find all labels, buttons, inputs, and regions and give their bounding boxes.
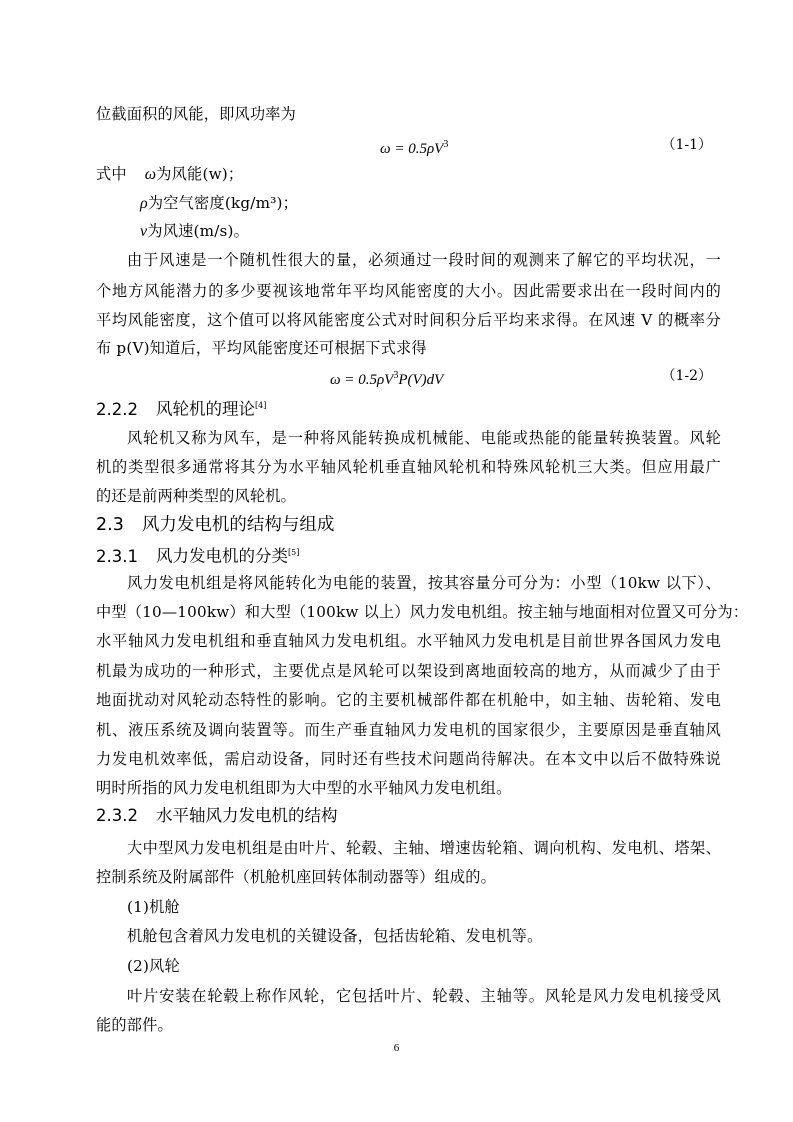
paragraph-line: 明时所指的风力发电机组即为大中型的水平轴风力发电机组。 — [96, 779, 512, 797]
section-title: 风力发电机的分类 — [155, 546, 288, 566]
paragraph-line: 力发电机效率低，需启动设备，同时还有些技术问题尚待解决。在本文中以后不做特殊说 — [96, 750, 721, 768]
paragraph-line: 风力发电机组是将风能转化为电能的装置，按其容量分可分为：小型（10kw 以下）、 — [127, 574, 721, 592]
equation-body: ω = 0.5ρV — [330, 372, 394, 388]
section-title: 水平轴风力发电机的结构 — [155, 806, 338, 825]
section-number: 2.3 — [96, 515, 124, 535]
equation-body: P(V)dV — [398, 372, 444, 388]
definition-prefix: 式中 — [96, 165, 127, 183]
paragraph-line: 机舱包含着风力发电机的关键设备，包括齿轮箱、发电机等。 — [127, 927, 543, 945]
text-line: 位截面积的风能，即风功率为 — [96, 105, 297, 123]
omega-symbol: ω — [144, 166, 157, 183]
paragraph-line: 控制系统及附属部件（机舱机座回转体制动器等）组成的。 — [96, 868, 497, 886]
definition-text: 为空气密度(kg/m³)； — [147, 194, 298, 212]
section-heading — [96, 804, 337, 828]
section-number: 2.3.1 — [96, 546, 138, 566]
paragraph-line: 风轮机又称为风车，是一种将风能转换成机械能、电能或热能的能量转换装置。风轮 — [127, 429, 721, 447]
paragraph-line: 能的部件。 — [96, 1016, 173, 1034]
equation-1-1 — [380, 135, 448, 159]
definition-rho — [140, 193, 298, 214]
paragraph-line: 大中型风力发电机组是由叶片、轮毂、主轴、增速齿轮箱、调向机构、发电机、塔架、 — [127, 839, 721, 857]
v-symbol: v — [140, 223, 148, 240]
section-number: 2.2.2 — [96, 399, 138, 419]
paragraph-line: 由于风速是一个随机性很大的量，必须通过一段时间的观测来了解它的平均状况，一 — [127, 251, 721, 269]
list-label: (2)风轮 — [127, 957, 180, 975]
paragraph-line: 水平轴风力发电机组和垂直轴风力发电机组。水平轴风力发电机是目前世界各国风力发电 — [96, 632, 721, 650]
equation-exponent: 3 — [393, 370, 399, 381]
definition-text: 为风速(m/s)。 — [147, 222, 250, 240]
section-title: 风轮机的理论 — [155, 399, 255, 419]
citation: [5] — [287, 548, 300, 557]
equation-1-2 — [330, 366, 443, 390]
paragraph-line: 叶片安装在轮毂上称作风轮，它包括叶片、轮毂、主轴等。风轮是风力发电机接受风 — [127, 987, 721, 1005]
definition-v — [140, 221, 249, 242]
section-heading — [96, 541, 299, 569]
paragraph-line: 个地方风能潜力的多少要视该地常年平均风能密度的大小。因此需要求出在一段时间内的 — [96, 282, 721, 300]
paragraph-line: 布 p(V)知道后，平均风能密度还可根据下式求得 — [96, 339, 427, 357]
definition-text: 为风能(w)； — [156, 165, 244, 183]
equation-exponent: 3 — [443, 139, 449, 150]
paragraph-line: 中型（10—100kw）和大型（100kw 以上）风力发电机组。按主轴与地面相对位置又可分为： — [96, 603, 749, 621]
citation: [4] — [254, 401, 267, 410]
paragraph-line: 平均风能密度，这个值可以将风能密度公式对时间积分后平均来求得。在风速 V 的概率分 — [96, 311, 721, 329]
paragraph-line: 机、液压系统及调向装置等。而生产垂直轴风力发电机的国家很少，主要原因是垂直轴风 — [96, 721, 721, 739]
list-label: (1)机舱 — [127, 898, 180, 916]
section-title: 风力发电机的结构与组成 — [141, 515, 335, 535]
paragraph-line: 的还是前两种类型的风轮机。 — [96, 487, 297, 505]
section-heading — [96, 394, 266, 422]
section-heading — [96, 513, 334, 537]
equation-number: （1-2） — [661, 368, 712, 384]
rho-symbol: ρ — [140, 195, 148, 212]
paragraph-line: 机的类型很多通常将其分为水平轴风轮机垂直轴风轮机和特殊风轮机三大类。但应用最广 — [96, 458, 721, 476]
section-number: 2.3.2 — [96, 806, 138, 825]
equation-number: （1-1） — [661, 137, 712, 153]
paragraph-line: 机最为成功的一种形式，主要优点是风轮可以架设到离地面较高的地方，从而减少了由于 — [96, 662, 721, 680]
equation-body: ω = 0.5ρV — [380, 141, 444, 157]
paragraph-line: 地面扰动对风轮动态特性的影响。它的主要机械部件都在机舱中，如主轴、齿轮箱、发电 — [96, 691, 721, 709]
definition-omega — [96, 164, 243, 185]
page-number: 6 — [393, 1042, 400, 1054]
